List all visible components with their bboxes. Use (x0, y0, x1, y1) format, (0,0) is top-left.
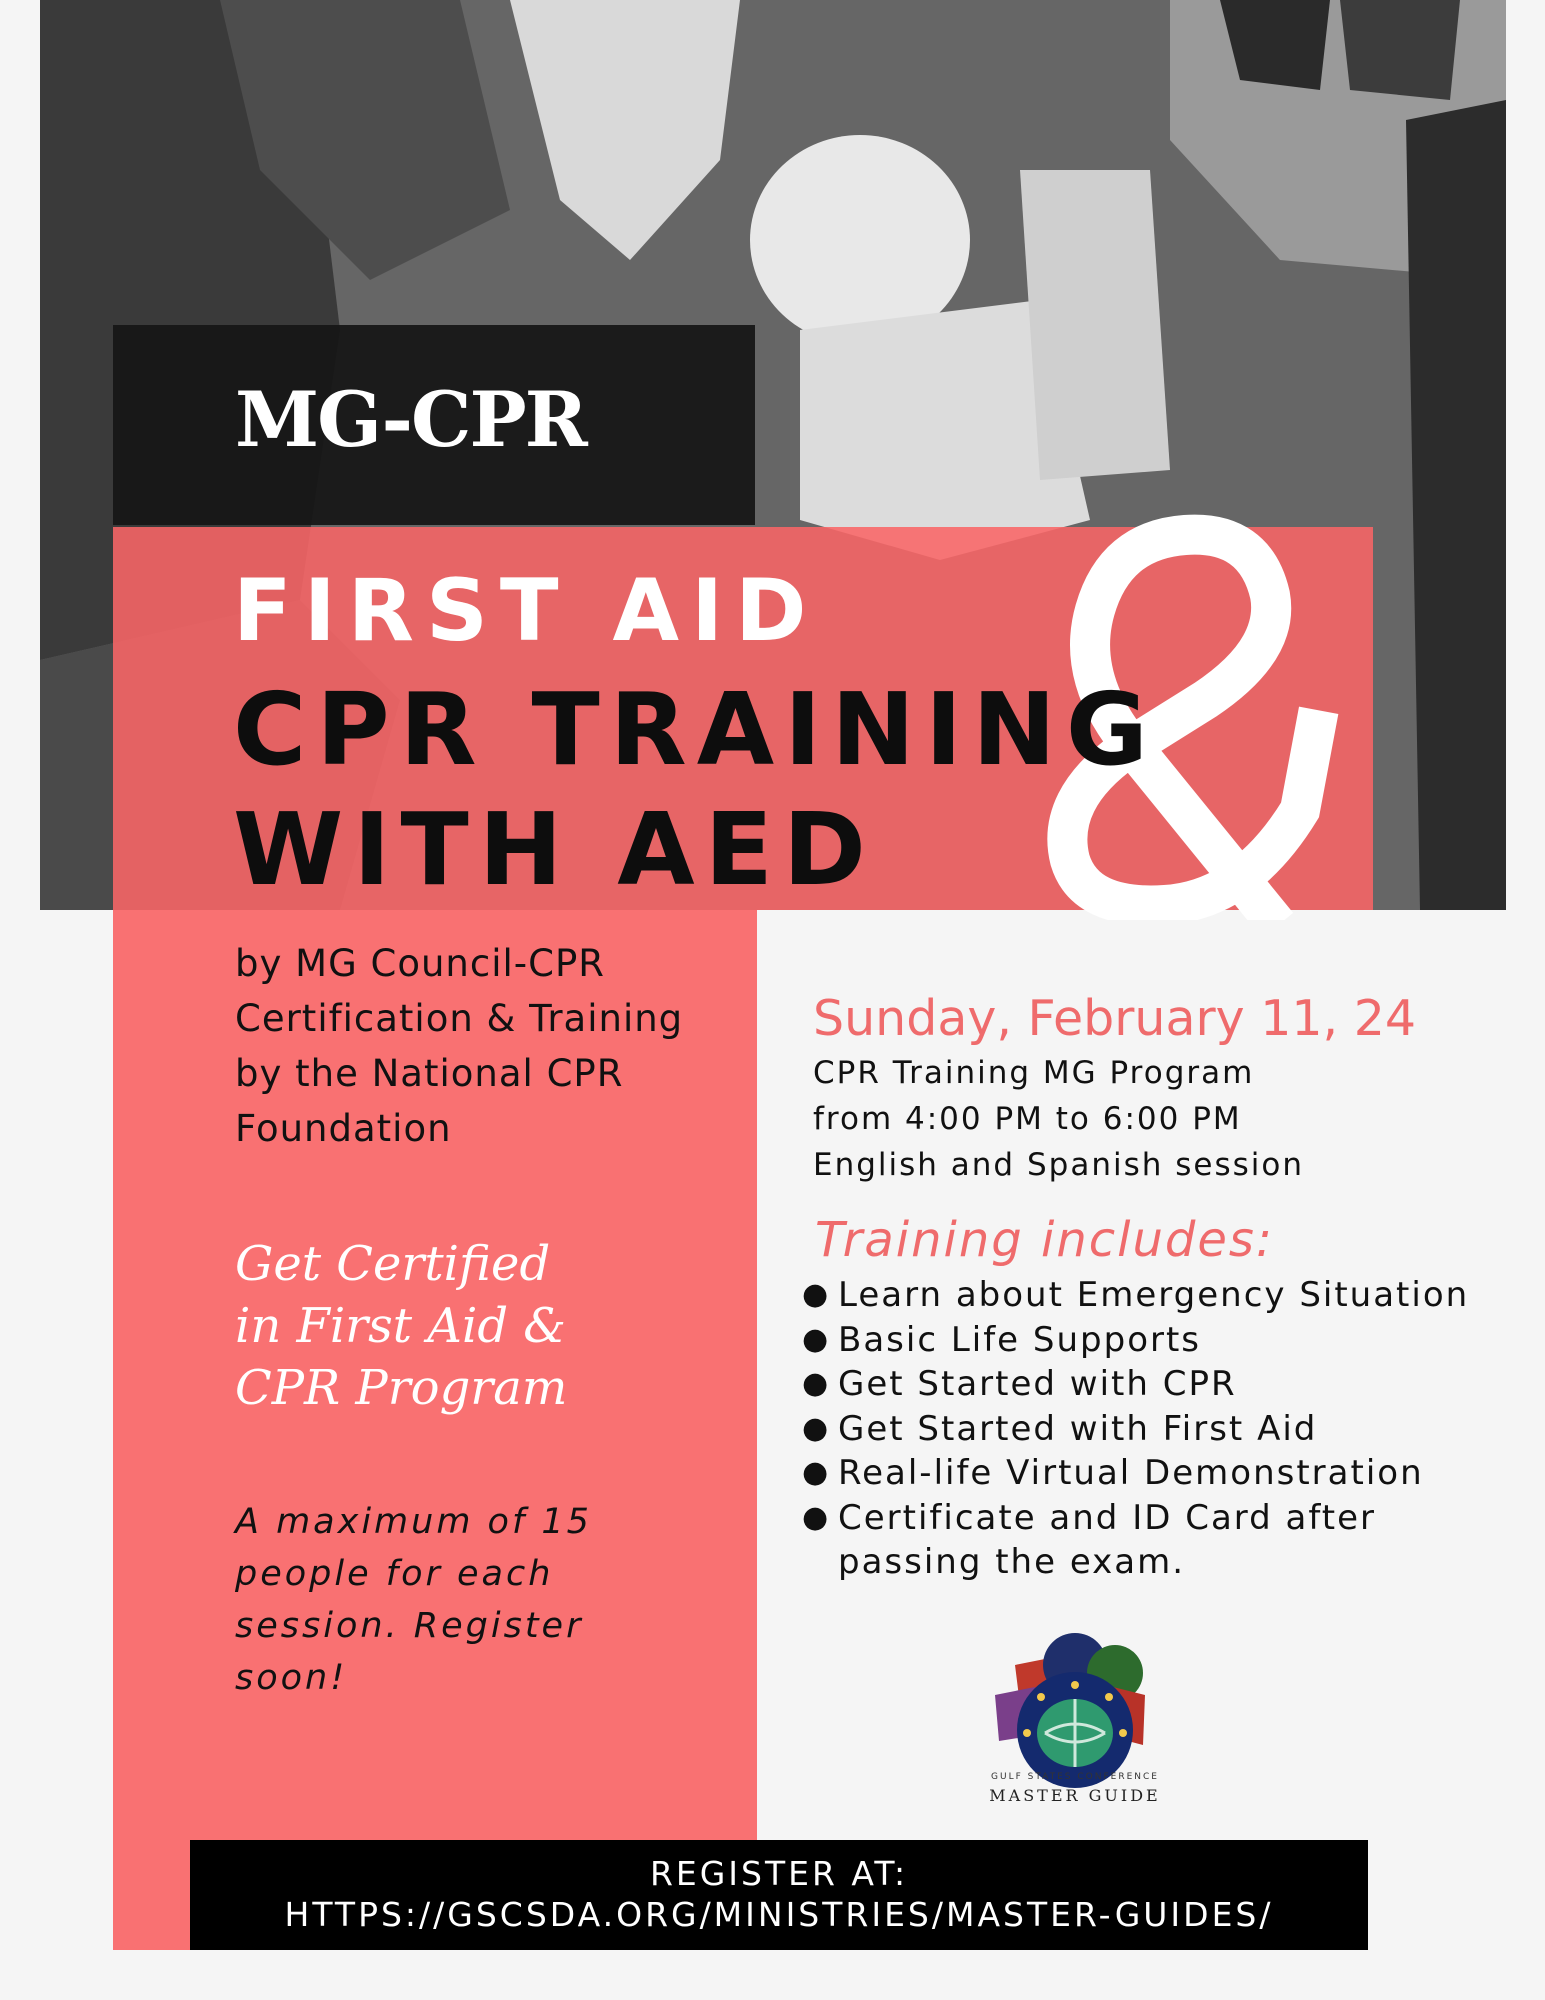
bullet-icon: ● (802, 1366, 831, 1401)
master-guide-logo (975, 1625, 1175, 1810)
list-item: ● Basic Life Supports (802, 1318, 1502, 1363)
capacity-line: session. Register (235, 1606, 584, 1646)
training-includes-heading: Training includes: (815, 1212, 1275, 1268)
byline (235, 936, 755, 1156)
bullet-icon: ● (802, 1499, 831, 1535)
byline-line: by the National CPR (235, 1052, 624, 1095)
program-code: MG-CPR (235, 375, 586, 464)
title-first-aid: FIRST AID (233, 561, 819, 661)
bullet-icon: ● (802, 1455, 831, 1490)
title-with-aed: WITH AED (233, 791, 876, 908)
capacity-line: people for each (235, 1554, 554, 1594)
byline-line: Foundation (235, 1107, 452, 1150)
bullet-icon: ● (802, 1277, 831, 1312)
logo-caption-conference: GULF STATES CONFERENCE (991, 1772, 1159, 1782)
bullet-icon: ● (802, 1321, 831, 1357)
logo-caption-master-guide: MASTER GUIDE (989, 1786, 1161, 1805)
list-item: ● Real-life Virtual Demonstration (802, 1451, 1502, 1496)
register-banner (190, 1840, 1368, 1950)
certified-line: in First Aid & (235, 1298, 567, 1354)
certified-tagline (235, 1233, 735, 1419)
event-date: Sunday, February 11, 24 (813, 990, 1417, 1047)
list-item: ● Learn about Emergency Situation (802, 1273, 1502, 1318)
list-item: ● Certificate and ID Card after passing the exam. (802, 1497, 1376, 1582)
bullet-icon: ● (802, 1410, 831, 1446)
title-cpr-training: CPR TRAINING (233, 671, 1158, 788)
event-detail-line: CPR Training MG Program (813, 1055, 1255, 1091)
training-includes-list (802, 1273, 1502, 1585)
byline-line: Certification & Training (235, 997, 684, 1040)
capacity-line: A maximum of 15 (235, 1502, 592, 1542)
capacity-line: soon! (235, 1658, 348, 1698)
certified-line: Get Certified (235, 1236, 551, 1292)
certified-line: CPR Program (235, 1360, 568, 1416)
register-url-link[interactable]: HTTPS://GSCSDA.ORG/MINISTRIES/MASTER-GUIDES/ (284, 1895, 1274, 1934)
event-details (813, 1050, 1304, 1188)
capacity-note (235, 1496, 735, 1704)
list-item: ● Get Started with CPR (802, 1362, 1502, 1407)
list-item: ● Get Started with First Aid (802, 1407, 1502, 1452)
event-detail-line: from 4:00 PM to 6:00 PM (813, 1101, 1242, 1137)
byline-line: by MG Council-CPR (235, 942, 605, 985)
register-label: REGISTER AT: (649, 1854, 909, 1893)
event-detail-line: English and Spanish session (813, 1147, 1304, 1183)
